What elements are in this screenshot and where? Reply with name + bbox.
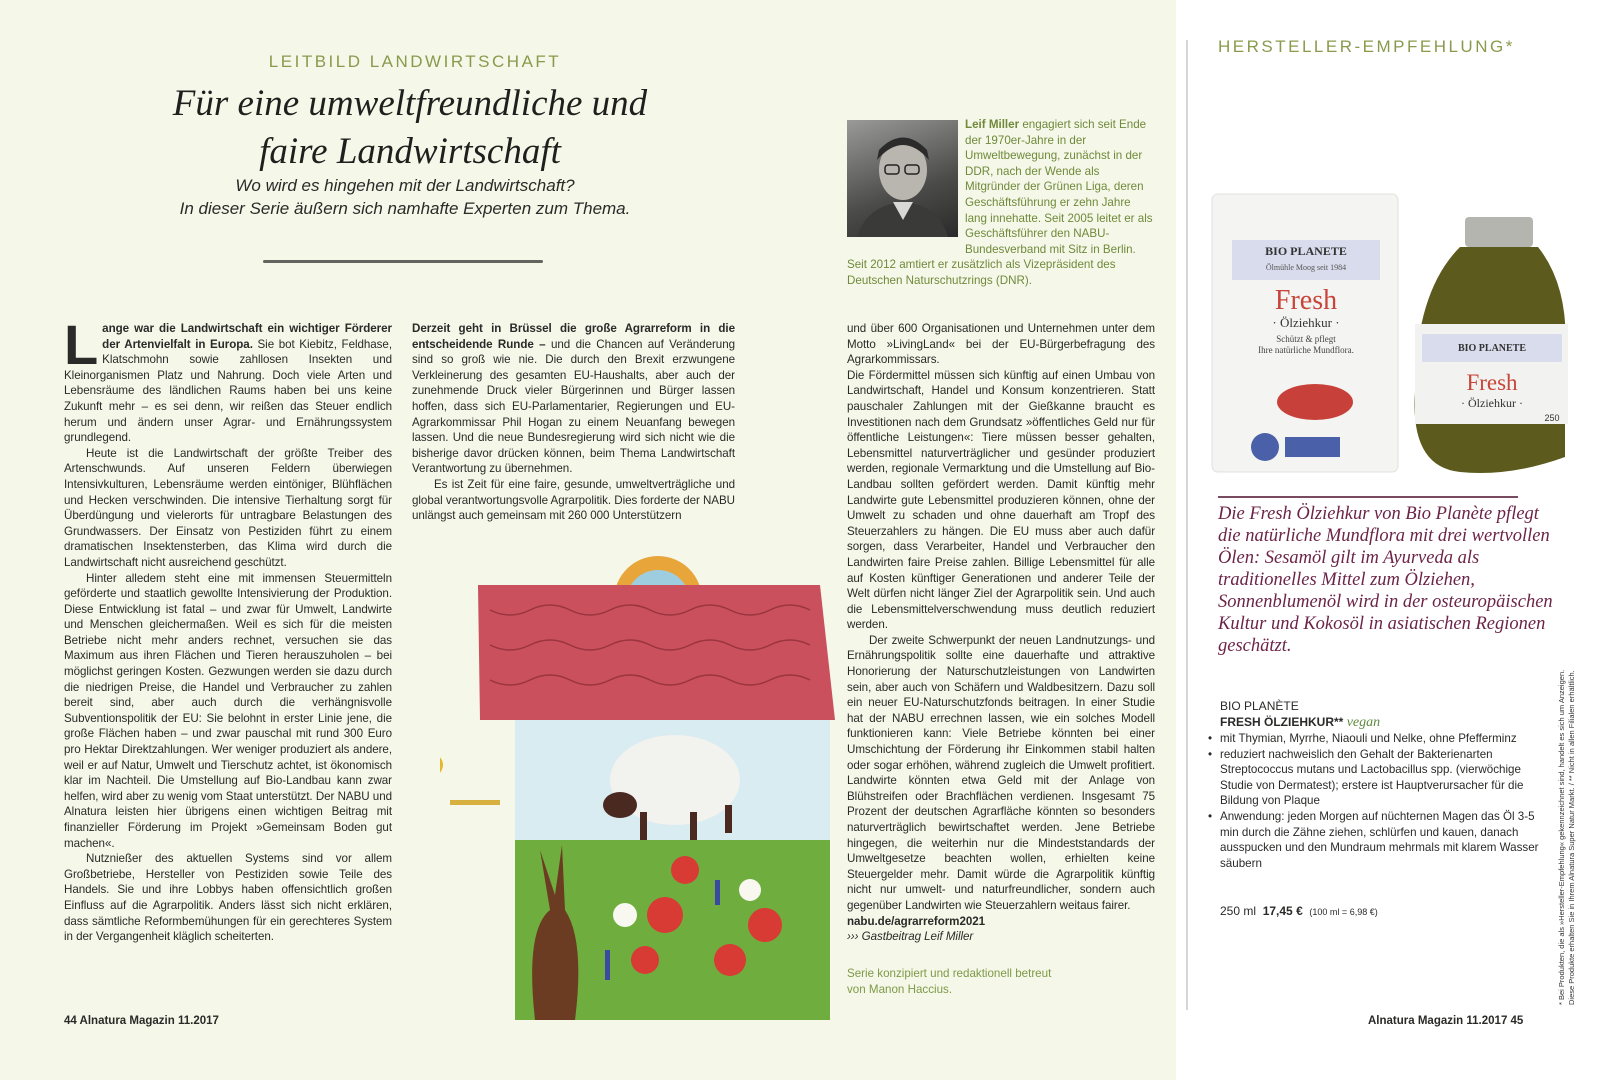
title-line: Für eine umweltfreundliche und	[172, 83, 648, 124]
paragraph: Hinter alledem steht eine mit immensen Steuermitteln geförderte und staatlich gewollte Intensivierung der Produktion. Diese Entwicklung ist fatal – und zwar für Umwelt, Landwirte und Menschen gleichermaßen. Weil es sich für die meisten Betriebe nicht mehr anders rechnet, versuchen sie das Maximum aus ihren Flächen und Tieren herauszuholen – bei möglichst geringen Kosten. Gezwungen werden sie dazu durch die niedrigen Preise, die Handel und Verbraucher zu zahlen bereit sind, aber auch durch die verhängnisvolle Subventionspolitik der EU: Sie belohnt in erster Linie jene, die große Flächen haben – und zwar pauschal mit rund 300 Euro pro Hektar Direktzahlungen. Wer weniger produziert als andere, weil er auf Natur, Umwelt und Tierschutz achtet, ist ökonomisch klar im Nachteil. Die Umstellung auf Bio-Landbau kann zwar helfen, wird aber zu wenig vom Staat unterstützt. Der NABU und Alnatura leisten hier übrigens einen wichtigen Beitrag mit finanzieller Förderung im Projekt »Gemeinsam Boden gut machen«.	[64, 571, 392, 850]
paragraph: Heute ist die Landwirtschaft der größte Treiber des Artenschwunds. Auf unseren Feldern überwiegen Intensivkulturen, Lebensräume werden eintöniger, Blühflächen und Hecken verschwinden. Die intensive Tierhaltung sorgt für Überdüngung und vielerorts für untragbare Belastungen des Grundwassers. Der Einsatz von Pestiziden führt zu einem dramatischen Insektensterben, das Klima wird durch die Landwirtschaft nicht ausreichend geschützt.	[64, 446, 392, 569]
feature-item: • mit Thymian, Myrrhe, Niaouli und Nelke, ohne Pfefferminz	[1208, 731, 1543, 747]
footnote-line: * Bei Produkten, die als »Hersteller-Empfehlung« gekennzeichnet sind, handelt es sich um Anzeigen.	[1557, 669, 1566, 1005]
bio-text: engagiert sich seit Ende der 1970er-Jahre in der Umweltbewegung, zunächst in der DDR, nach der Wende als Mitgründer der Grünen Liga, deren Geschäftsführung er zehn Jahre lang innehatte. Seit 2005 leitet er als Geschäftsführer den NABU-Bundesverband mit Sitz in Berlin. Seit 2012 amtiert er zusätzlich als Vizepräsident des Deutschen Naturschutzrings (DNR).	[847, 118, 1153, 287]
product-quote: Die Fresh Ölziehkur von Bio Planète pflegt die natürliche Mundflora mit drei wertvollen Ölen: Sesamöl gilt im Ayurveda als traditionelles Mittel zum Ölziehen, Sonnenblumenöl wird in der osteuropäischen Kultur und Kokosöl in asiatischen Regionen geschätzt.	[1218, 504, 1553, 656]
footnote	[1557, 670, 1577, 1005]
author-bio	[847, 117, 1155, 289]
house-illustration	[440, 550, 840, 1030]
paragraph: Die Fördermittel müssen sich künftig auf einen Umbau von Landwirtschaft, Handel und Konsum konzentrieren. Statt pauschaler Zahlungen mit der Gießkanne braucht es Investitionen nach dem Grundsatz »öffentliches Geld nur für öffentliche Leistungen«: Tiere müssen besser gehalten, Lebensmittel naturverträglicher und gesünder produziert werden, regionale Vermarktung und die Umstellung auf Bio-Landbau sollten gefördert werden. Damit künftig mehr Landwirte gute Lebensmittel produzieren können, ohne der Umwelt zu schaden und ohne dauerhaft am Tropf des Steuerzahlers zu hängen. Die EU muss aber auch dafür sorgen, dass Verarbeiter, Handel und Verbraucher den Landwirten faire Preise zahlen. Billige Lebensmittel für alle auf Kosten künftiger Generationen und anderer Teile der Welt dürfen nicht länger Ziel der Agrarpolitik sein. Und auch die Lebensmittelverschwendung muss deutlich reduziert werden.	[847, 368, 1155, 632]
product-size: 250 ml	[1220, 904, 1257, 918]
bottle-type: · Ölziehkur ·	[1461, 396, 1523, 410]
article-subtitle	[150, 174, 660, 220]
lead-text: und die Chancen auf Veränderung sind so groß wie nie. Die durch den Brexit erzwungene Verkleinerung des gesamten EU-Haushalts, aber auch der zunehmende Druck vieler Bürgerinnen und Bürger lassen hoffen, dass sich EU-Parlamentarier, Regierungen und EU-Agrarkommissar Phil Hogan zu einem Neuanfang bewegen lassen. Und die neue Bundesregierung wird sich nicht wie die bisherige davor drücken können, beim Thema Landwirtschaft Verantwortung zu übernehmen.	[412, 337, 735, 476]
page-footer-right: Alnatura Magazin 11.2017 45	[1368, 1015, 1524, 1027]
box-name: Fresh	[1274, 285, 1338, 316]
price-line	[1220, 904, 1378, 918]
title-line: faire Landwirtschaft	[259, 131, 561, 172]
subtitle-line: Wo wird es hingehen mit der Landwirtschaft?	[235, 176, 575, 195]
divider	[263, 260, 543, 263]
box-type: · Ölziehkur ·	[1272, 315, 1340, 330]
article-title	[150, 80, 670, 176]
recommendation-header: HERSTELLER-EMPFEHLUNG*	[1218, 37, 1515, 56]
article-link[interactable]: nabu.de/agrarreform2021	[847, 914, 986, 928]
lead-bold: ange war die Landwirtschaft ein wichtiger Förderer der Artenvielfalt in Europa.	[102, 322, 392, 351]
series-credit: Serie konzipiert und redaktionell betreut von Manon Haccius.	[847, 967, 1052, 996]
paragraph: und über 600 Organisationen und Unternehmen unter dem Motto »LivingLand« bei der EU-Bürgerbefragung des Agrarkommissars.	[847, 322, 1155, 367]
bottle-brand: BIO PLANETE	[1457, 343, 1527, 354]
author-name: Leif Miller	[965, 118, 1020, 131]
feature-item: • reduziert nachweislich den Gehalt der Bakterienarten Streptococcus mutans und Lactobacillus spp. (vierwöchige Studie von Dermatest); erstere ist Hauptverursacher für die Bildung von Plaque	[1208, 747, 1543, 809]
paragraph: Es ist Zeit für eine faire, gesunde, umweltverträgliche und global verantwortungsvolle Agrarpolitik. Dies forderte der NABU unlängst auch gemeinsam mit 260 000 Unterstützern	[412, 477, 735, 523]
unit-price: (100 ml = 6,98 €)	[1309, 907, 1378, 917]
feature-item: • Anwendung: jeden Morgen auf nüchternen Magen das Öl 3-5 min durch die Zähne ziehen, schlürfen und kauen, danach ausspucken und den Mundraum mehrmals mit klarem Wasser säubern	[1208, 809, 1543, 871]
product-features	[1208, 731, 1543, 871]
drop-cap: L	[64, 313, 99, 376]
column-divider	[1186, 40, 1188, 1010]
product-name-line	[1220, 715, 1380, 731]
footnote-line: Diese Produkte erhalten Sie in Ihrem Alnatura Super Natur Markt. / ** Nicht in allen Filialen erhältlich.	[1567, 670, 1576, 1005]
subtitle-line: In dieser Serie äußern sich namhafte Experten zum Thema.	[179, 199, 631, 218]
paragraph: Der zweite Schwerpunkt der neuen Landnutzungs- und Ernährungspolitik sollte eine dauerhafte und attraktive Honorierung der Naturschutzleistungen von Landwirten sein, aber auch von Schäfern und Waldbesitzern. Dazu soll ein neuer EU-Naturschutzfonds beitragen. In einer Studie hat der NABU errechnen lassen, wie ein solches Modell funktionieren kann: Viele Betriebe könnten bei einer Umschichtung der Förderung ihr Einkommen stabil halten oder sogar erhöhen, während zugleich die Umwelt profitiert. Landwirte könnten etwa Geld mit der Anlage von Blühstreifen oder Brachflächen verdienen. Insgesamt 75 Prozent der deutschen Agrarfläche könnten so besonders naturverträglich bewirtschaftet werden. Jene Betriebe hingegen, die weiterhin nur die Mindeststandards der Umweltgesetze beachten wollen, erhielten keine Steuergelder mehr. Damit würde die Agrarpolitik künftig nicht nur umwelt- und naturfreundlicher, sondern auch gegenüber Landwirten wie Steuerzahlern weitaus fairer.	[847, 633, 1155, 912]
section-kicker: LEITBILD LANDWIRTSCHAFT	[268, 52, 562, 71]
lead-bold: Derzeit geht in Brüssel die große Agrarreform in die entscheidende Runde –	[412, 322, 735, 351]
box-brand: BIO PLANETE	[1265, 244, 1347, 258]
box-claim: Schützt & pflegt	[1276, 334, 1336, 344]
box-claim: Ihre natürliche Mundflora.	[1258, 345, 1354, 355]
paragraph	[64, 313, 392, 446]
product-price: 17,45 €	[1262, 904, 1303, 918]
vegan-label: vegan	[1346, 715, 1381, 730]
paragraph	[412, 321, 735, 477]
text-column-2	[412, 321, 735, 524]
product-image	[1210, 192, 1568, 474]
text-column-3	[847, 321, 1155, 945]
byline: ››› Gastbeitrag Leif Miller	[847, 930, 974, 944]
box-sub: Ölmühle Moog seit 1984	[1265, 263, 1347, 272]
paragraph: Nutznießer des aktuellen Systems sind vor allem Großbetriebe, Hersteller von Pestiziden sowie Teile des Handels. Sie und ihre Lobbys haben offensichtlich großen Einfluss auf die Agrarpolitik. Anders lässt sich nicht erklären, dass sämtliche Reformbemühungen für ein gerechteres System in der Vergangenheit kläglich scheiterten.	[64, 852, 392, 944]
product-name: FRESH ÖLZIEHKUR**	[1220, 715, 1344, 729]
lead-text: Sie bot Kiebitz, Feldhase, Klatschmohn sowie zahllosen Insekten und Kleinorganismen Platz und Nahrung. Doch viele Arten und Lebensräume des ländlichen Raums haben bei uns keine Zukunft mehr – es sei denn, wir reißen das Steuer endlich herum und ändern unser Agrar- und Ernährungssystem grundlegend.	[64, 337, 392, 445]
bottle-name: Fresh	[1466, 370, 1518, 395]
page-footer-left: 44 Alnatura Magazin 11.2017	[64, 1015, 219, 1027]
quote-divider	[1218, 496, 1518, 498]
bottle-size: 250	[1544, 413, 1560, 423]
text-column-1	[64, 313, 392, 945]
product-brand: BIO PLANÈTE	[1220, 699, 1299, 713]
